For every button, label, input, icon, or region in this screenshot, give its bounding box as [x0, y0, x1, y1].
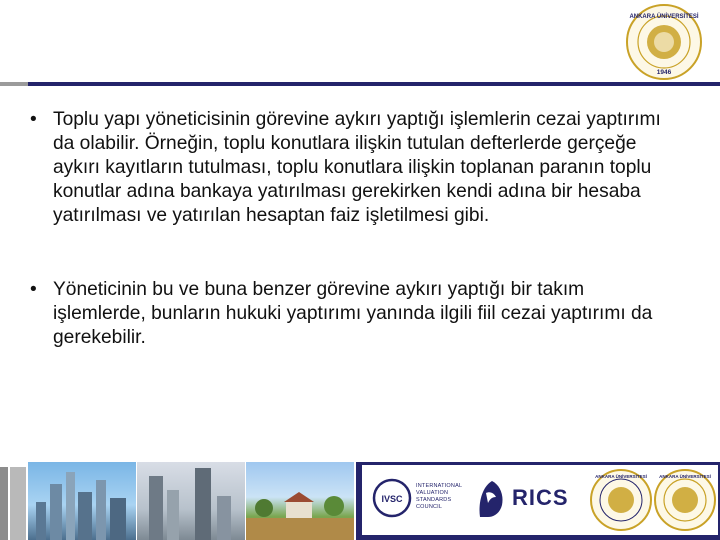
footer-grey-block — [10, 467, 26, 540]
university-seal-icon — [590, 467, 652, 533]
towers-photo — [137, 462, 245, 540]
seal-ring-text: ANKARA ÜNİVERSİTESİ — [629, 14, 699, 20]
ivsc-logo — [372, 478, 412, 518]
bullet-text: Toplu yapı yöneticisinin görevine aykırı yaptığı işlemlerin cezai yaptırımı da olabilir. Örneğin, toplu konutlara ilişkin tutulan defterlerde gerçeğe aykırı kayıtların tutulması, toplu konutlara ilişkin toplanan paranın toplu konutlar adına bankaya yatırılması gerekirken kendi adına bir hesaba yatırılması ve yatırılan hesaptan faiz işletilmesi gibi. — [53, 109, 661, 226]
header-rule-navy — [28, 82, 720, 86]
seal-ring-text: ANKARA ÜNİVERSİTESİ — [659, 474, 711, 479]
rics-logo-text: RICS — [512, 485, 569, 510]
partner-logos — [362, 465, 718, 535]
ivsc-mark: IVSC — [381, 494, 403, 504]
footer-banner — [0, 457, 720, 540]
university-seal-logo — [626, 4, 702, 80]
seal-ring-text: ANKARA ÜNİVERSİTESİ — [595, 474, 647, 479]
bullet-symbol: • — [30, 279, 37, 300]
university-seal-icon — [654, 467, 716, 533]
footer-grey-block — [0, 467, 8, 540]
countryside-house-photo — [246, 462, 354, 540]
bullet-text: Yöneticinin bu ve buna benzer görevine aykırı yaptığı bir takım işlemlerde, bunların hukuki yaptırımı yanında ilgili fiil cezai yaptırımı da gerekebilir. — [53, 279, 653, 348]
bullet-item — [30, 278, 670, 350]
bullet-symbol: • — [30, 109, 37, 130]
header-rule — [0, 82, 720, 86]
ivsc-logo-text: INTERNATIONAL VALUATION STANDARDS COUNCIL — [416, 483, 462, 510]
city-skyline-photo — [28, 462, 136, 540]
seal-year: 1946 — [656, 69, 672, 76]
bullet-item — [30, 108, 670, 228]
slide-content — [30, 108, 670, 350]
header-rule-grey — [0, 82, 28, 86]
rics-lion-icon — [474, 477, 508, 521]
